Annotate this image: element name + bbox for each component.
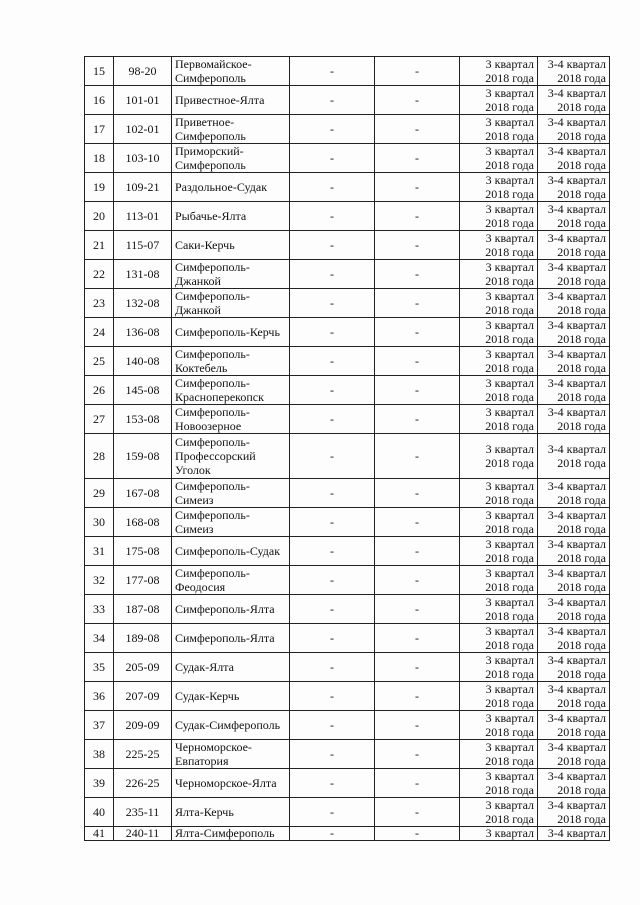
value-col5: - <box>375 537 460 566</box>
value-col5: - <box>375 376 460 405</box>
route-name: Симферополь- Красноперекопск <box>172 376 290 405</box>
row-number: 40 <box>85 798 114 827</box>
value-col5: - <box>375 566 460 595</box>
table-row <box>85 566 610 595</box>
quarter-cell: 3 квартал 2018 года <box>460 202 538 231</box>
value-col5: - <box>375 798 460 827</box>
table-row <box>85 827 610 841</box>
value-col4: - <box>290 508 375 537</box>
route-name: Черноморское- Евпатория <box>172 740 290 769</box>
table-row <box>85 86 610 115</box>
route-code: 115-07 <box>114 231 172 260</box>
quarter-cell: 3 квартал 2018 года <box>460 144 538 173</box>
route-code: 207-09 <box>114 682 172 711</box>
quarter-cell: 3 квартал 2018 года <box>460 115 538 144</box>
value-col4: - <box>290 595 375 624</box>
value-col5: - <box>375 711 460 740</box>
row-number: 17 <box>85 115 114 144</box>
routes-table <box>84 56 610 841</box>
quarter-cell: 3 квартал 2018 года <box>460 231 538 260</box>
route-name: Первомайское- Симферополь <box>172 57 290 86</box>
value-col4: - <box>290 711 375 740</box>
route-code: 189-08 <box>114 624 172 653</box>
value-col4: - <box>290 566 375 595</box>
route-code: 226-25 <box>114 769 172 798</box>
value-col4: - <box>290 624 375 653</box>
quarter-cell: 3 квартал 2018 года <box>460 57 538 86</box>
row-number: 37 <box>85 711 114 740</box>
value-col4: - <box>290 289 375 318</box>
table-row <box>85 479 610 508</box>
quarter-cell: 3 квартал 2018 года <box>460 682 538 711</box>
route-name: Симферополь- Профессорский Уголок <box>172 434 290 479</box>
route-name: Симферополь-Судак <box>172 537 290 566</box>
table-row <box>85 434 610 479</box>
route-name: Симферополь- Симеиз <box>172 479 290 508</box>
route-name: Раздольное-Судак <box>172 173 290 202</box>
period-cell: 3-4 квартал <box>538 827 610 841</box>
table-row <box>85 144 610 173</box>
route-name: Судак-Симферополь <box>172 711 290 740</box>
route-code: 113-01 <box>114 202 172 231</box>
row-number: 26 <box>85 376 114 405</box>
period-cell: 3-4 квартал 2018 года <box>538 537 610 566</box>
row-number: 16 <box>85 86 114 115</box>
quarter-cell: 3 квартал 2018 года <box>460 798 538 827</box>
route-name: Черноморское-Ялта <box>172 769 290 798</box>
route-code: 240-11 <box>114 827 172 841</box>
route-code: 175-08 <box>114 537 172 566</box>
period-cell: 3-4 квартал 2018 года <box>538 260 610 289</box>
value-col5: - <box>375 682 460 711</box>
quarter-cell: 3 квартал 2018 года <box>460 289 538 318</box>
period-cell: 3-4 квартал 2018 года <box>538 682 610 711</box>
route-code: 225-25 <box>114 740 172 769</box>
quarter-cell: 3 квартал 2018 года <box>460 769 538 798</box>
value-col4: - <box>290 405 375 434</box>
route-code: 98-20 <box>114 57 172 86</box>
period-cell: 3-4 квартал 2018 года <box>538 86 610 115</box>
row-number: 22 <box>85 260 114 289</box>
table-row <box>85 260 610 289</box>
route-name: Симферополь- Симеиз <box>172 508 290 537</box>
value-col5: - <box>375 231 460 260</box>
quarter-cell: 3 квартал 2018 года <box>460 260 538 289</box>
value-col4: - <box>290 115 375 144</box>
row-number: 32 <box>85 566 114 595</box>
route-code: 159-08 <box>114 434 172 479</box>
value-col4: - <box>290 260 375 289</box>
row-number: 18 <box>85 144 114 173</box>
route-name: Ялта-Симферополь <box>172 827 290 841</box>
value-col5: - <box>375 347 460 376</box>
table-row <box>85 318 610 347</box>
period-cell: 3-4 квартал 2018 года <box>538 566 610 595</box>
table-row <box>85 405 610 434</box>
route-code: 109-21 <box>114 173 172 202</box>
value-col5: - <box>375 740 460 769</box>
route-name: Привестное-Ялта <box>172 86 290 115</box>
route-name: Симферополь- Джанкой <box>172 260 290 289</box>
quarter-cell: 3 квартал 2018 года <box>460 405 538 434</box>
value-col5: - <box>375 260 460 289</box>
routes-table-body <box>85 57 610 841</box>
route-name: Симферополь-Ялта <box>172 595 290 624</box>
route-code: 167-08 <box>114 479 172 508</box>
value-col4: - <box>290 434 375 479</box>
period-cell: 3-4 квартал 2018 года <box>538 376 610 405</box>
route-name: Симферополь- Джанкой <box>172 289 290 318</box>
quarter-cell: 3 квартал 2018 года <box>460 566 538 595</box>
value-col4: - <box>290 653 375 682</box>
row-number: 31 <box>85 537 114 566</box>
quarter-cell: 3 квартал 2018 года <box>460 595 538 624</box>
period-cell: 3-4 квартал 2018 года <box>538 595 610 624</box>
period-cell: 3-4 квартал 2018 года <box>538 289 610 318</box>
value-col4: - <box>290 57 375 86</box>
route-code: 209-09 <box>114 711 172 740</box>
route-code: 102-01 <box>114 115 172 144</box>
table-row <box>85 115 610 144</box>
table-row <box>85 289 610 318</box>
period-cell: 3-4 квартал 2018 года <box>538 434 610 479</box>
route-code: 187-08 <box>114 595 172 624</box>
route-code: 103-10 <box>114 144 172 173</box>
route-name: Симферополь- Новоозерное <box>172 405 290 434</box>
table-row <box>85 202 610 231</box>
period-cell: 3-4 квартал 2018 года <box>538 318 610 347</box>
period-cell: 3-4 квартал 2018 года <box>538 144 610 173</box>
row-number: 34 <box>85 624 114 653</box>
value-col5: - <box>375 57 460 86</box>
route-code: 140-08 <box>114 347 172 376</box>
table-row <box>85 347 610 376</box>
value-col5: - <box>375 86 460 115</box>
route-code: 101-01 <box>114 86 172 115</box>
row-number: 15 <box>85 57 114 86</box>
value-col5: - <box>375 595 460 624</box>
route-name: Саки-Керчь <box>172 231 290 260</box>
route-name: Судак-Ялта <box>172 653 290 682</box>
table-row <box>85 508 610 537</box>
quarter-cell: 3 квартал 2018 года <box>460 434 538 479</box>
value-col5: - <box>375 318 460 347</box>
row-number: 24 <box>85 318 114 347</box>
value-col5: - <box>375 289 460 318</box>
quarter-cell: 3 квартал 2018 года <box>460 537 538 566</box>
value-col4: - <box>290 144 375 173</box>
value-col4: - <box>290 347 375 376</box>
route-name: Судак-Керчь <box>172 682 290 711</box>
value-col4: - <box>290 479 375 508</box>
value-col5: - <box>375 769 460 798</box>
route-name: Симферополь-Керчь <box>172 318 290 347</box>
quarter-cell: 3 квартал 2018 года <box>460 740 538 769</box>
route-code: 177-08 <box>114 566 172 595</box>
value-col4: - <box>290 318 375 347</box>
route-code: 168-08 <box>114 508 172 537</box>
period-cell: 3-4 квартал 2018 года <box>538 769 610 798</box>
row-number: 25 <box>85 347 114 376</box>
period-cell: 3-4 квартал 2018 года <box>538 624 610 653</box>
period-cell: 3-4 квартал 2018 года <box>538 405 610 434</box>
quarter-cell: 3 квартал 2018 года <box>460 318 538 347</box>
row-number: 38 <box>85 740 114 769</box>
period-cell: 3-4 квартал 2018 года <box>538 57 610 86</box>
value-col5: - <box>375 624 460 653</box>
row-number: 39 <box>85 769 114 798</box>
value-col5: - <box>375 202 460 231</box>
value-col5: - <box>375 434 460 479</box>
table-row <box>85 595 610 624</box>
route-name: Симферополь-Ялта <box>172 624 290 653</box>
route-name: Симферополь- Феодосия <box>172 566 290 595</box>
route-name: Рыбачье-Ялта <box>172 202 290 231</box>
quarter-cell: 3 квартал 2018 года <box>460 653 538 682</box>
table-row <box>85 798 610 827</box>
route-code: 145-08 <box>114 376 172 405</box>
table-row <box>85 769 610 798</box>
period-cell: 3-4 квартал 2018 года <box>538 115 610 144</box>
quarter-cell: 3 квартал 2018 года <box>460 86 538 115</box>
route-name: Симферополь- Коктебель <box>172 347 290 376</box>
route-code: 153-08 <box>114 405 172 434</box>
value-col5: - <box>375 144 460 173</box>
table-row <box>85 57 610 86</box>
quarter-cell: 3 квартал <box>460 827 538 841</box>
period-cell: 3-4 квартал 2018 года <box>538 711 610 740</box>
quarter-cell: 3 квартал 2018 года <box>460 508 538 537</box>
table-row <box>85 682 610 711</box>
value-col4: - <box>290 798 375 827</box>
table-row <box>85 624 610 653</box>
route-code: 136-08 <box>114 318 172 347</box>
value-col4: - <box>290 202 375 231</box>
period-cell: 3-4 квартал 2018 года <box>538 173 610 202</box>
route-code: 132-08 <box>114 289 172 318</box>
quarter-cell: 3 квартал 2018 года <box>460 711 538 740</box>
period-cell: 3-4 квартал 2018 года <box>538 740 610 769</box>
value-col5: - <box>375 405 460 434</box>
value-col4: - <box>290 376 375 405</box>
quarter-cell: 3 квартал 2018 года <box>460 347 538 376</box>
row-number: 21 <box>85 231 114 260</box>
quarter-cell: 3 квартал 2018 года <box>460 479 538 508</box>
quarter-cell: 3 квартал 2018 года <box>460 173 538 202</box>
quarter-cell: 3 квартал 2018 года <box>460 376 538 405</box>
value-col5: - <box>375 173 460 202</box>
row-number: 28 <box>85 434 114 479</box>
value-col5: - <box>375 508 460 537</box>
table-row <box>85 711 610 740</box>
table-row <box>85 537 610 566</box>
value-col4: - <box>290 231 375 260</box>
route-name: Приморский- Симферополь <box>172 144 290 173</box>
value-col4: - <box>290 827 375 841</box>
value-col4: - <box>290 86 375 115</box>
row-number: 23 <box>85 289 114 318</box>
route-name: Приветное- Симферополь <box>172 115 290 144</box>
period-cell: 3-4 квартал 2018 года <box>538 347 610 376</box>
row-number: 35 <box>85 653 114 682</box>
row-number: 41 <box>85 827 114 841</box>
period-cell: 3-4 квартал 2018 года <box>538 798 610 827</box>
row-number: 19 <box>85 173 114 202</box>
value-col4: - <box>290 769 375 798</box>
table-row <box>85 376 610 405</box>
period-cell: 3-4 квартал 2018 года <box>538 479 610 508</box>
period-cell: 3-4 квартал 2018 года <box>538 508 610 537</box>
value-col5: - <box>375 653 460 682</box>
route-code: 131-08 <box>114 260 172 289</box>
row-number: 30 <box>85 508 114 537</box>
table-row <box>85 173 610 202</box>
table-row <box>85 653 610 682</box>
value-col5: - <box>375 827 460 841</box>
value-col4: - <box>290 740 375 769</box>
table-row <box>85 740 610 769</box>
table-row <box>85 231 610 260</box>
row-number: 20 <box>85 202 114 231</box>
value-col5: - <box>375 479 460 508</box>
route-code: 235-11 <box>114 798 172 827</box>
value-col5: - <box>375 115 460 144</box>
value-col4: - <box>290 537 375 566</box>
quarter-cell: 3 квартал 2018 года <box>460 624 538 653</box>
value-col4: - <box>290 682 375 711</box>
period-cell: 3-4 квартал 2018 года <box>538 202 610 231</box>
row-number: 33 <box>85 595 114 624</box>
row-number: 27 <box>85 405 114 434</box>
route-name: Ялта-Керчь <box>172 798 290 827</box>
period-cell: 3-4 квартал 2018 года <box>538 231 610 260</box>
value-col4: - <box>290 173 375 202</box>
period-cell: 3-4 квартал 2018 года <box>538 653 610 682</box>
row-number: 36 <box>85 682 114 711</box>
route-code: 205-09 <box>114 653 172 682</box>
row-number: 29 <box>85 479 114 508</box>
